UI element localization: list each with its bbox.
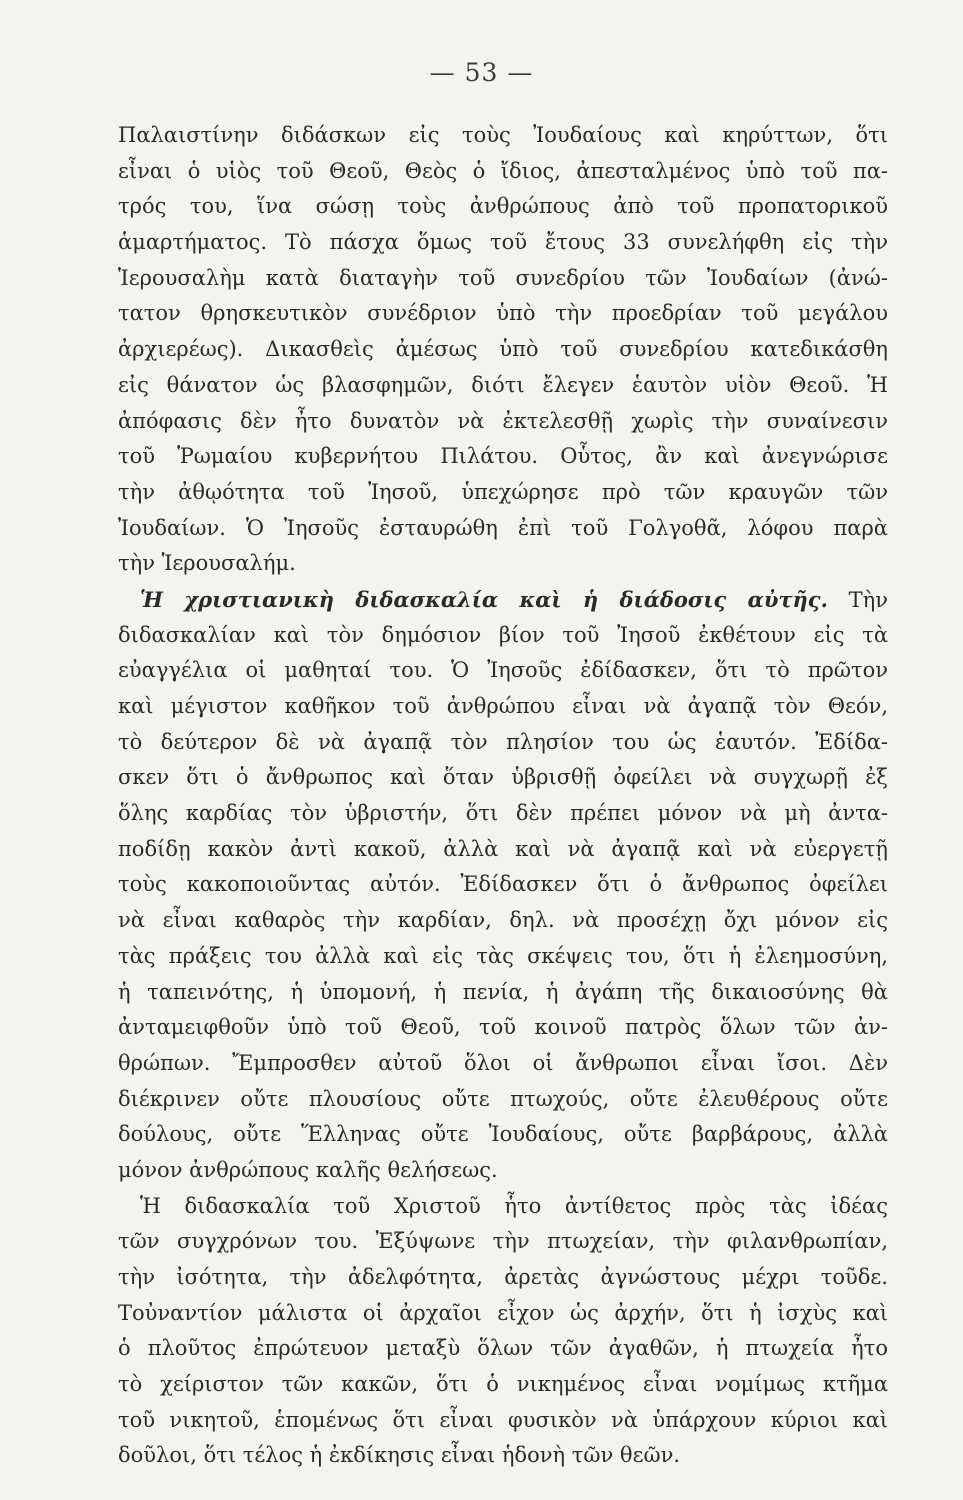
- text-line: Παλαιστίνην διδάσκων εἰς τοὺς Ἰουδαίους καὶ κηρύττων, ὅτι: [118, 123, 888, 147]
- body-text: [118, 118, 888, 1474]
- text-line: Ἰουδαίων. Ὁ Ἰησοῦς ἐσταυρώθη ἐπὶ τοῦ Γολγοθᾶ, λόφου παρὰ: [118, 515, 888, 540]
- paragraph-contrast-with-ancients: [118, 1189, 888, 1475]
- text-line: τοῦ νικητοῦ, ἑπομένως ὅτι εἶναι φυσικὸν νὰ ὑπάρχουν κύριοι καὶ: [118, 1407, 888, 1432]
- text-line: τὰς πράξεις του ἀλλὰ καὶ εἰς τὰς σκέψεις του, ὅτι ἡ ἐλεημοσύνη,: [118, 943, 888, 968]
- text-line: ἀρχιερέως). Δικασθεὶς ἀμέσως ὑπὸ τοῦ συνεδρίου κατεδικάσθη: [118, 337, 888, 362]
- text-fragment: Τὴν: [848, 587, 888, 612]
- paragraph-christian-teaching: [118, 582, 888, 1189]
- text-line: νὰ εἶναι καθαρὸς τὴν καρδίαν, δηλ. νὰ προσέχῃ ὄχι μόνον εἰς: [118, 908, 888, 933]
- text-line: ἡ ταπεινότης, ἡ ὑπομονή, ἡ πενία, ἡ ἀγάπη τῆς δικαιοσύνης θὰ: [118, 979, 888, 1004]
- text-line: διδασκαλίαν καὶ τὸν δημόσιον βίον τοῦ Ἰησοῦ ἐκθέτουν εἰς τὰ: [118, 622, 888, 647]
- text-line: ὁ πλοῦτος ἐπρώτευον μεταξὺ ὅλων τῶν ἀγαθῶν, ἡ πτωχεία ἦτο: [118, 1336, 888, 1361]
- text-line: τοῦ Ῥωμαίου κυβερνήτου Πιλάτου. Οὗτος, ἂν καὶ ἀνεγνώρισε: [118, 444, 888, 469]
- text-line: δούλους, οὔτε Ἕλληνας οὔτε Ἰουδαίους, οὔτε βαρβάρους, ἀλλὰ: [118, 1122, 888, 1147]
- text-line: ποδίδῃ κακὸν ἀντὶ κακοῦ, ἀλλὰ καὶ νὰ ἀγαπᾷ καὶ νὰ εὐεργετῇ: [118, 836, 888, 861]
- text-line: ἀνταμειφθοῦν ὑπὸ τοῦ Θεοῦ, τοῦ κοινοῦ πατρὸς ὅλων τῶν ἀν-: [118, 1015, 888, 1040]
- text-line: διέκρινεν οὔτε πλουσίους οὔτε πτωχούς, οὔτε ἐλευθέρους οὔτε: [118, 1086, 888, 1111]
- text-line: Τοὐναντίον μάλιστα οἱ ἀρχαῖοι εἶχον ὡς ἀρχήν, ὅτι ἡ ἰσχὺς καὶ: [118, 1300, 888, 1325]
- text-line: τῶν συγχρόνων του. Ἐξύψωνε τὴν πτωχείαν, τὴν φιλανθρωπίαν,: [118, 1229, 888, 1254]
- text-line: τὸ χείριστον τῶν κακῶν, ὅτι ὁ νικημένος εἶναι νομίμως κτῆμα: [118, 1372, 888, 1397]
- text-line: μόνον ἀνθρώπους καλῆς θελήσεως.: [118, 1157, 498, 1182]
- text-line: ἁμαρτήματος. Τὸ πάσχα ὅμως τοῦ ἔτους 33 συνελήφθη εἰς τὴν: [118, 230, 888, 255]
- text-line: τὴν ἰσότητα, τὴν ἀδελφότητα, ἀρετὰς ἀγνώστους μέχρι τοῦδε.: [118, 1265, 888, 1289]
- section-heading: Ἡ χριστιανικὴ διδασκαλία καὶ ἡ διάδοσις αὐτῆς.: [140, 586, 828, 612]
- text-line: ὅλης καρδίας τὸν ὑβριστήν, ὅτι δὲν πρέπει μόνον νὰ μὴ ἀντα-: [118, 801, 888, 826]
- text-line: τὴν Ἱερουσαλήμ.: [118, 551, 296, 576]
- text-line: εὐαγγέλια οἱ μαθηταί του. Ὁ Ἰησοῦς ἐδίδασκεν, ὅτι τὸ πρῶτον: [118, 658, 888, 683]
- text-line: ἀπόφασις δὲν ἦτο δυνατὸν νὰ ἐκτελεσθῇ χωρὶς τὴν συναίνεσιν: [118, 408, 888, 433]
- text-line: τὸ δεύτερον δὲ νὰ ἀγαπᾷ τὸν πλησίον του ὡς ἑαυτόν. Ἐδίδα-: [118, 729, 888, 754]
- text-line: Ἱερουσαλὴμ κατὰ διαταγὴν τοῦ συνεδρίου τῶν Ἰουδαίων (ἀνώ-: [118, 265, 888, 290]
- text-line: εἶναι ὁ υἱὸς τοῦ Θεοῦ, Θεὸς ὁ ἴδιος, ἀπεσταλμένος ὑπὸ τοῦ πα-: [118, 158, 888, 183]
- paragraph-life-of-jesus: [118, 118, 888, 582]
- text-line: Ἡ διδασκαλία τοῦ Χριστοῦ ἦτο ἀντίθετος πρὸς τὰς ἰδέας: [140, 1193, 888, 1218]
- text-line: δοῦλοι, ὅτι τέλος ἡ ἐκδίκησις εἶναι ἡδονὴ τῶν θεῶν.: [118, 1443, 681, 1468]
- section-heading-line: [118, 582, 888, 618]
- page-number: — 53 —: [429, 58, 534, 87]
- text-line: εἰς θάνατον ὡς βλασφημῶν, διότι ἔλεγεν ἑαυτὸν υἱὸν Θεοῦ. Ἡ: [118, 372, 888, 397]
- text-line: τοὺς κακοποιοῦντας αὐτόν. Ἐδίδασκεν ὅτι ὁ ἄνθρωπος ὀφείλει: [118, 872, 888, 897]
- text-line: τὴν ἀθῳότητα τοῦ Ἰησοῦ, ὑπεχώρησε πρὸ τῶν κραυγῶν τῶν: [118, 479, 888, 504]
- text-line: τρός του, ἵνα σώσῃ τοὺς ἀνθρώπους ἀπὸ τοῦ προπατορικοῦ: [118, 194, 888, 219]
- text-line: καὶ μέγιστον καθῆκον τοῦ ἀνθρώπου εἶναι νὰ ἀγαπᾷ τὸν Θεόν,: [118, 694, 888, 718]
- text-line: τατον θρησκευτικὸν συνέδριον ὑπὸ τὴν προεδρίαν τοῦ μεγάλου: [118, 301, 888, 326]
- text-line: σκεν ὅτι ὁ ἄνθρωπος καὶ ὅταν ὑβρισθῇ ὀφείλει νὰ συγχωρῇ ἐξ: [118, 765, 888, 790]
- text-line: θρώπων. Ἔμπροσθεν αὐτοῦ ὅλοι οἱ ἄνθρωποι εἶναι ἴσοι. Δὲν: [118, 1050, 888, 1075]
